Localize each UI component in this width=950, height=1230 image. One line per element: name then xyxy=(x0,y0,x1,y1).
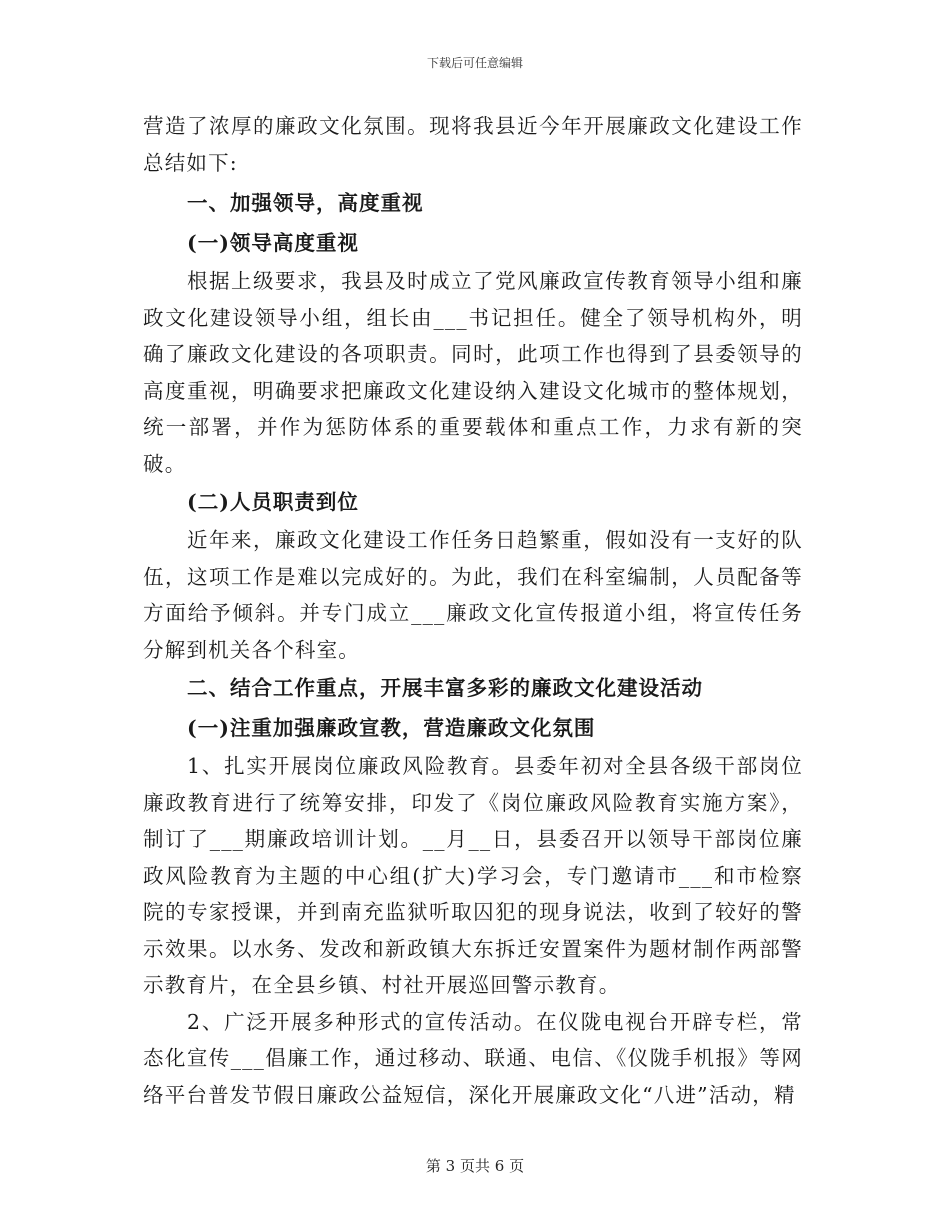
paragraph-intro: 营造了浓厚的廉政文化氛围。现将我县近今年开展廉政文化建设工作总结如下: xyxy=(143,114,803,175)
heading-section-2: 二、结合工作重点，开展丰富多彩的廉政文化建设活动 xyxy=(187,676,703,700)
page-header: 下载后可任意编辑 xyxy=(426,56,523,70)
heading-subsection-1-1: (一)领导高度重视 xyxy=(187,231,359,255)
heading-section-1: 一、加强领导，高度重视 xyxy=(187,191,424,215)
paragraph-staff: 近年来，廉政文化建设工作任务日趋繁重，假如没有一支好的队伍，这项工作是难以完成好的。为此，我们在科室编制，人员配备等方面给予倾斜。并专门成立___廉政文化宣传报道小组，将宣传任务分解到机关各个科室。 xyxy=(143,528,803,662)
paragraph-leadership: 根据上级要求，我县及时成立了党风廉政宣传教育领导小组和廉政文化建设领导小组，组长由___书记担任。健全了领导机构外，明确了廉政文化建设的各项职责。同时，此项工作也得到了县委领导的高度重视，明确要求把廉政文化建设纳入建设文化城市的整体规划，统一部署，并作为惩防体系的重要载体和重点工作，力求有新的突破。 xyxy=(143,269,803,476)
paragraph-publicity: 2、广泛开展多种形式的宣传活动。在仪陇电视台开辟专栏，常态化宣传___倡廉工作，通过移动、联通、电信、《仪陇手机报》等网络平台普发节假日廉政公益短信，深化开展廉政文化“八进”活动，精 xyxy=(143,1009,803,1107)
paragraph-risk-education: 1、扎实开展岗位廉政风险教育。县委年初对全县各级干部岗位廉政教育进行了统筹安排，印发了《岗位廉政风险教育实施方案》，制订了___期廉政培训计划。__月__日，县委召开以领导干部岗位廉政风险教育为主题的中心组(扩大)学习会，专门邀请市___和市检察院的专家授课，并到南充监狱听取囚犯的现身说法，收到了较好的警示效果。以水务、发改和新政镇大东拆迁安置案件为题材制作两部警示教育片，在全县乡镇、村社开展巡回警示教育。 xyxy=(143,754,803,997)
heading-subsection-1-2: (二)人员职责到位 xyxy=(187,490,359,514)
document-body xyxy=(143,108,803,1113)
page-number: 第 3 页共 6 页 xyxy=(425,1157,525,1175)
heading-subsection-2-1: (一)注重加强廉政宣教，营造廉政文化氛围 xyxy=(187,716,596,740)
